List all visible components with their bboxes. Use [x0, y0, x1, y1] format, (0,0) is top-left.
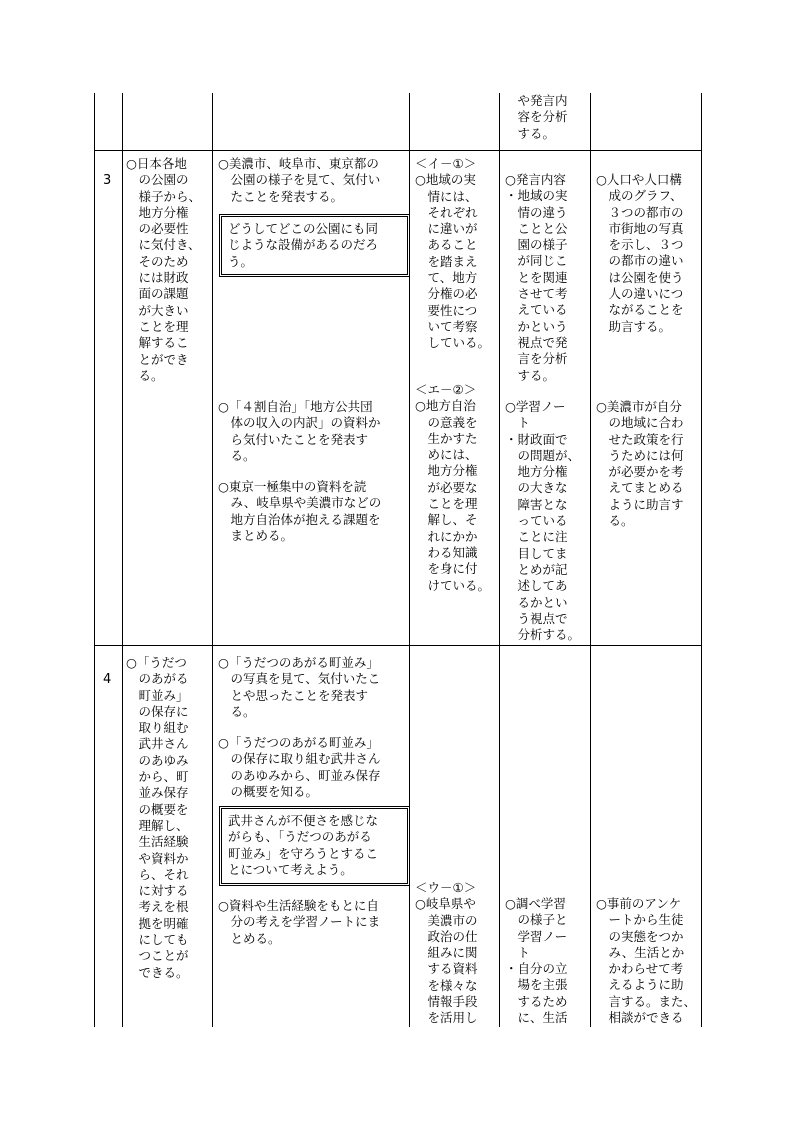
- row-separator-top: [94, 150, 702, 151]
- evaluation-criterion-text: ＜ウ－①＞ ○岐阜県や 美濃市の 政治の仕 組みに関 する資料 を様々な 情報手段 を活用し: [415, 880, 478, 1026]
- evaluation-method-text: ○発言内容 ・地域の実 情の違う ことと公 園の様子 が同じこ とを関連 させて考 えている かという 視点で発 言を分析 する。: [505, 172, 568, 383]
- learning-activity-text: ○「うだつのあがる町並み」 の保存に取り組む武井さん のあゆみから、町並み保存 の概要を知る。: [218, 735, 381, 799]
- guiding-question-box: 武井さんが不便さを感じな がらも、「うだつのあがる 町並み」を守ろうとするこ とについて考えよう。: [219, 806, 410, 886]
- evaluation-criterion-text: ＜エ－②＞ ○地方自治 の意義を 生かすた めには、 地方分権 が必要な ことを理 解し、そ れにかか わる知識 を身に付 けている。: [415, 382, 491, 593]
- learning-activity-text: ○「うだつのあがる町並み」 の写真を見て、気付いたこ とや思ったことを発表す る。: [218, 655, 381, 719]
- learning-activity-text: ○美濃市、岐阜市、東京都の 公園の様子を見て、気付い たことを発表する。: [218, 156, 381, 204]
- table-border-right: [701, 93, 702, 1027]
- row-number: 3: [103, 173, 112, 188]
- row-number: 4: [103, 672, 112, 687]
- column-divider-1: [122, 93, 123, 1027]
- learning-goal-text: ○「うだつ のあがる 町並み」 の保存に 取り組む 武井さん のあゆみ から、町 並み保存 の概要を 理解し、 生活経験 や資料か ら、それ に対する 考えを根 拠を明確 にしても つことが できる。: [126, 655, 189, 980]
- learning-activity-text: ○東京一極集中の資料を読 み、岐阜県や美濃市などの 地方自治体が抱える課題を まとめる。: [218, 479, 382, 543]
- evaluation-criterion-text: ＜イ－①＞ ○地域の実 情には、 それぞれ に違いが あること を踏まえ て、地方 分権の必 要性につ いて考察 している。: [415, 156, 491, 351]
- evaluation-method-text: ○学習ノー ト ・財政面で の問題が、 地方分権 の大きな 障害とな っている ことに注 目してま とめが記 述してあ るかとい う視点で 分析する。: [505, 399, 581, 643]
- guiding-question-box: どうしてどこの公園にも同 じような設備があるのだろ う。: [219, 214, 410, 277]
- row-separator-middle: [94, 645, 702, 646]
- table-border-left: [94, 93, 95, 1027]
- learning-activity-text: ○資料や生活経験をもとに自 分の考えを学習ノートにま とめる。: [218, 898, 381, 946]
- support-advice-text: ○人口や人口構 成のグラフ、 ３つの都市の 市街地の写真 を示し、３つ の都市の違い は公園を使う 人の違いにつ ながることを 助言する。: [596, 172, 684, 334]
- evaluation-method-text: ○調べ学習 の様子と 学習ノー ト ・自分の立 場を主張 するため に、生活: [505, 896, 568, 1026]
- learning-activity-text: ○「４割自治」「地方公共団 体の収入の内訳」の資料か ら気付いたことを発表す る。: [218, 399, 381, 463]
- support-advice-text: ○事前のアンケ ートから生徒 の実態をつか み、生活とか かわらせて考 えるように助 言する。また、 相談ができる: [596, 896, 697, 1026]
- support-advice-text: ○美濃市が自分 の地域に合わ せた政策を行 うためには何 が必要かを考 えてまとめる ように助言す る。: [596, 399, 684, 529]
- continued-analysis-text: や発言内 容を分析 する。: [517, 93, 568, 141]
- learning-goal-text: ○日本各地 の公園の 様子から、 地方分権 の必要性 に気付き、 そのため には財政 面の課題 が大きい ことを理 解するこ とができ る。: [126, 156, 202, 383]
